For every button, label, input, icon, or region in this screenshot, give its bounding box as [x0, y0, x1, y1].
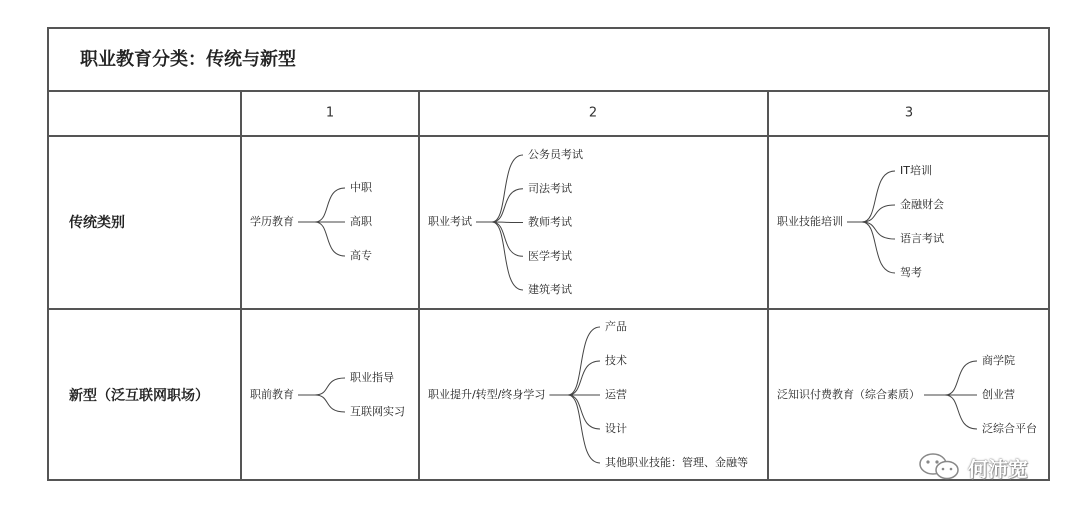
- column-header-1: 1: [325, 105, 335, 121]
- tree-child-label: 驾考: [900, 266, 922, 279]
- tree-branch: [492, 222, 523, 223]
- tree-r2-c3: [777, 353, 1037, 435]
- tree-child-label: 公务员考试: [528, 148, 583, 161]
- tree-child-label: 教师考试: [528, 215, 572, 229]
- watermark: [918, 452, 1028, 482]
- tree-branch: [862, 222, 895, 239]
- tree-branch: [492, 155, 523, 222]
- tree-branch: [492, 222, 523, 256]
- tree-branch: [315, 395, 345, 412]
- tree-child-label: 产品: [605, 320, 627, 333]
- tree-root-label: 学历教育: [250, 215, 294, 228]
- wechat-icon: [918, 452, 962, 482]
- tree-child-label: 语言考试: [900, 232, 944, 245]
- tree-root-label: 职前教育: [250, 388, 294, 401]
- tree-child-label: 创业营: [982, 388, 1015, 401]
- tree-child-label: 高职: [350, 215, 372, 228]
- tree-child-label: 运营: [605, 388, 627, 401]
- tree-child-label: 其他职业技能：管理、金融等: [605, 456, 748, 469]
- tree-branch: [492, 189, 523, 222]
- tree-branch: [568, 395, 600, 429]
- tree-child-label: 金融财会: [900, 198, 944, 211]
- tree-child-label: 建筑考试: [528, 283, 572, 296]
- column-header-3: 3: [904, 105, 914, 121]
- tree-r1-c3: [777, 163, 944, 279]
- tree-branch: [945, 395, 977, 429]
- column-header-2: 2: [588, 105, 598, 121]
- tree-child-label: 设计: [605, 422, 627, 435]
- tree-branch: [862, 205, 895, 222]
- row-header-traditional: 传统类别: [69, 215, 125, 231]
- tree-branch: [568, 327, 600, 395]
- tree-branch: [568, 395, 600, 463]
- tree-root-label: 职业考试: [428, 215, 472, 228]
- tree-branch: [862, 222, 895, 273]
- tree-branch: [315, 378, 345, 395]
- tree-child-label: 高专: [350, 249, 372, 262]
- diagram-title: 职业教育分类：传统与新型: [80, 49, 296, 70]
- tree-root-label: 职业技能培训: [777, 215, 843, 228]
- tree-child-label: 技术: [605, 354, 627, 367]
- tree-r1-c1: [250, 180, 373, 262]
- tree-child-label: 中职: [350, 181, 372, 194]
- tree-root-label: 职业提升/转型/终身学习: [428, 388, 546, 401]
- tree-child-label: 职业指导: [350, 371, 394, 384]
- tree-child-label: 司法考试: [528, 181, 572, 195]
- tree-child-label: 医学考试: [528, 249, 572, 263]
- tree-branch: [315, 222, 345, 256]
- watermark-text: 何沛宽: [968, 456, 1028, 481]
- tree-child-label: 互联网实习: [350, 405, 405, 418]
- tree-r1-c2: [428, 147, 583, 296]
- row-header-new: 新型（泛互联网职场）: [69, 388, 209, 404]
- tree-r2-c1: [250, 370, 405, 418]
- tree-child-label: 泛综合平台: [982, 422, 1037, 435]
- tree-child-label: 商学院: [982, 354, 1015, 367]
- tree-r2-c2: [428, 319, 748, 469]
- tree-root-label: 泛知识付费教育（综合素质）: [777, 388, 920, 401]
- tree-branch: [315, 188, 345, 222]
- tree-branch: [862, 171, 895, 222]
- tree-branch: [945, 361, 977, 395]
- tree-branch: [568, 361, 600, 395]
- tree-child-label: IT培训: [900, 164, 932, 177]
